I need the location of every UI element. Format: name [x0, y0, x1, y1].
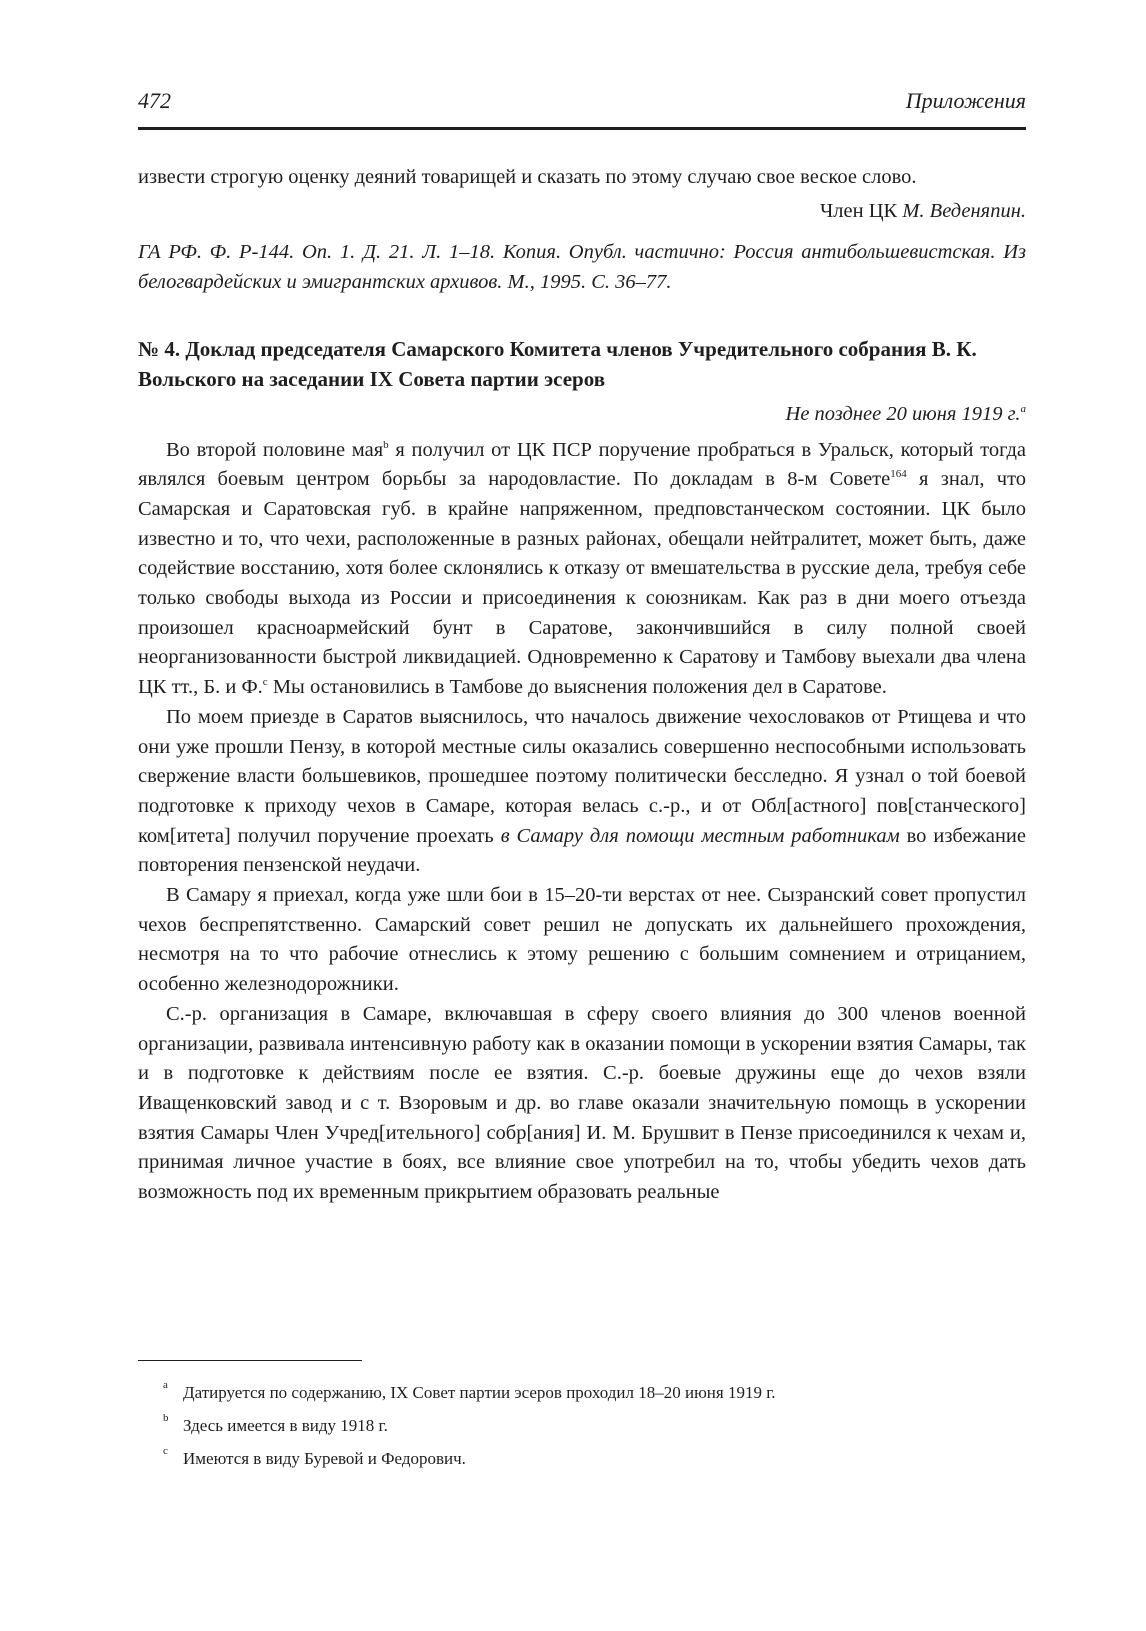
signature-name: М. Веденяпин.: [902, 199, 1026, 222]
running-header: [138, 88, 1026, 114]
paragraph-1: [138, 436, 1026, 703]
archive-reference: ГА РФ. Ф. Р-144. Оп. 1. Д. 21. Л. 1–18. Копия. Опубл. частично: Россия антибольшевистская. Из белогвардейских и эмигрантских архивов. М., 1995. С. 36–77.: [138, 241, 1026, 294]
footnote-rule: [138, 1360, 362, 1361]
footnote-ref-b: b: [383, 438, 389, 451]
document-date: [138, 400, 1026, 430]
paragraph-3: В Самару я приехал, когда уже шли бои в 15–20-ти верстах от нее. Сызранский совет пропустил чехов беспрепятственно. Самарский совет решил не допускать их дальнейшего прохождения, несмотря на то что рабочие отнеслись к этому решению с большим сомнением и отрицанием, особенно железнодорожники.: [138, 884, 1026, 996]
footnote-mark: c: [163, 1445, 168, 1457]
footnote-ref-c: c: [262, 676, 268, 689]
footnote-ref-a: a: [1020, 402, 1026, 415]
paragraph-1-text-c: я знал, что Самарская и Саратовская губ. в крайне напряженном, предповстанческом состоянии. ЦК было известно и то, что чехи, расположенные в разных районах, обещали нейтралитет, может быть, даже содействие восстанию, хотя более склонялись к отказу от вмешательства в русские дела, требуя себе только свободы выхода из России и присоединения к союзникам. Как раз в дни моего отъезда произошел красноармейский бунт в Саратове, закончившийся в силу полной своей неорганизованности быстрой ликвидацией. Одновременно к Саратову и Тамбову выехали два члена ЦК тт., Б. и Ф.: [138, 468, 1027, 699]
footnote-text: Имеются в виду Буревой и Федорович.: [183, 1449, 466, 1468]
main-text: [138, 163, 1026, 1208]
signature-prefix: Член ЦК: [819, 199, 903, 222]
footnote-mark: a: [163, 1379, 168, 1391]
footnote-c: [163, 1442, 1023, 1475]
header-rule: [138, 127, 1026, 130]
footnote-text: Здесь имеется в виду 1918 г.: [183, 1416, 388, 1435]
paragraph-1-text-a: Во второй половине мая: [166, 438, 384, 461]
paragraph-2-text-b: во избежание повторения пензенской неудачи.: [138, 824, 1026, 877]
footnote-mark: b: [163, 1412, 169, 1424]
footnotes: [163, 1376, 1023, 1475]
paragraph-2-text-a: По моем приезде в Саратов выяснилось, что началось движение чехословаков от Ртищева и что они уже прошли Пензу, в которой местные силы оказались совершенно неспособными использовать свержение власти большевиков, прошедшее поэтому политически бесследно. Я узнал о той боевой подготовке к приходу чехов в Самаре, которая велась с.-р., и от Обл[астного] пов[станческого] ком[итета] получил поручение проехать: [138, 705, 1026, 847]
endnote-ref-164: 164: [890, 468, 907, 481]
footnote-a: [163, 1376, 1023, 1409]
paragraph-4: С.-р. организация в Самаре, включавшая в сферу своего влияния до 300 членов военной организации, развивала интенсивную работу как в оказании помощи в ускорении взятия Самары, так и в подготовке к действиям после ее взятия. С.-р. боевые дружины еще до чехов взяли Иващенковский завод и с т. Взоровым и др. во главе оказали значительную помощь в ускорении взятия Самары Член Учред[ительного] собр[ания] И. М. Брушвит в Пензе присоединился к чехам и, принимая личное участие в боях, все влияние свое употребил на то, чтобы убедить чехов дать возможность под их временным прикрытием образовать реальные: [138, 1002, 1026, 1204]
document-title: № 4. Доклад председателя Самарского Комитета членов Учредительного собрания В. К. Вольского на заседании IX Совета партии эсеров: [138, 336, 977, 391]
paragraph-1-text-b: я получил от ЦК ПСР поручение пробраться в Уральск, который тогда являлся боевым центром борьбы за народовластие. По докладам в 8-м Совете: [138, 438, 1026, 491]
footnote-b: [163, 1409, 1023, 1442]
page-number: 472: [138, 88, 171, 113]
signature: [138, 197, 1026, 227]
footnote-text: Датируется по содержанию, IX Совет партии эсеров проходил 18–20 июня 1919 г.: [183, 1383, 776, 1402]
paragraph-2: [138, 703, 1026, 881]
closing-paragraph: извести строгую оценку деяний товарищей и сказать по этому случаю свое веское слово.: [138, 166, 917, 188]
section-title: Приложения: [905, 88, 1026, 113]
document-date-text: Не позднее 20 июня 1919 г.: [785, 402, 1021, 425]
paragraph-1-text-d: Мы остановились в Тамбове до выяснения положения дел в Саратове.: [267, 676, 887, 699]
paragraph-2-italic: в Самару для помощи местным работникам: [500, 824, 900, 847]
